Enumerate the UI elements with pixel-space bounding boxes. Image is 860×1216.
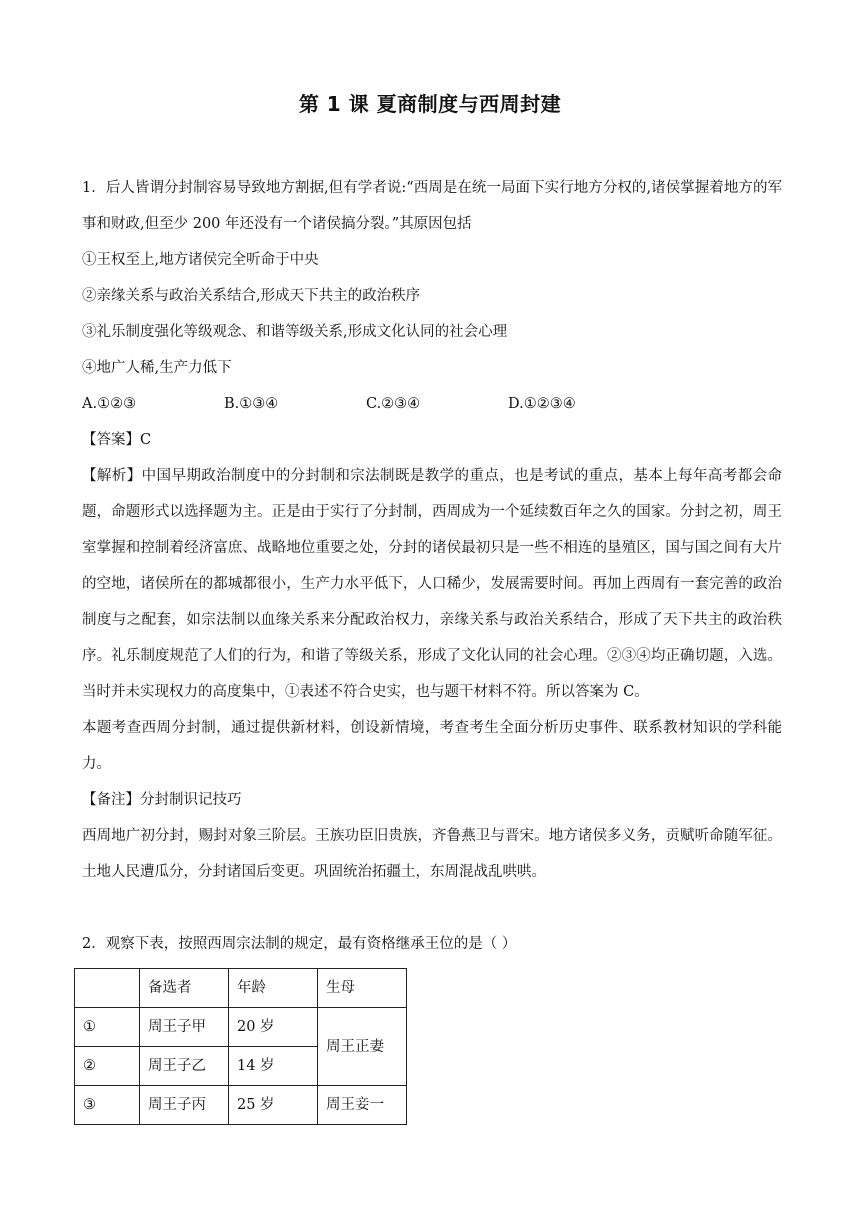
table-cell: 14 岁 [229, 1047, 318, 1086]
table-cell: 周王子丙 [140, 1086, 229, 1125]
note-label: 【备注】 [82, 792, 140, 808]
question-1-item: ②亲缘关系与政治关系结合,形成天下共主的政治秩序 [82, 288, 421, 304]
table-header-row [75, 969, 407, 1008]
table-row [75, 1008, 407, 1047]
question-1-item: ①王权至上,地方诸侯完全听命于中央 [82, 252, 319, 268]
option-d: D.①②③④ [508, 396, 576, 412]
table-header-cell: 备选者 [140, 969, 229, 1008]
table-header-cell: 年龄 [229, 969, 318, 1008]
analysis-label: 【解析】 [82, 468, 142, 484]
summary-paragraph: 本题考查西周分封制，通过提供新材料，创设新情境，考查考生全面分析历史事件、联系教材知识的学科能力。 [82, 720, 782, 772]
document-body [82, 170, 782, 1125]
lesson-title: 第 1 课 夏商制度与西周封建 [298, 92, 562, 116]
table-header-cell: 生母 [318, 969, 407, 1008]
candidates-table [74, 968, 407, 1125]
note-line [82, 782, 782, 818]
answer-value: C [140, 432, 152, 448]
question-1-stem: 1．后人皆谓分封制容易导致地方割据,但有学者说:“西周是在统一局面下实行地方分权的,诸侯掌握着地方的军事和财政,但至少 200 年还没有一个诸侯搞分裂。”其原因包括 [82, 180, 782, 232]
question-1-options [82, 386, 782, 422]
table-row [75, 1086, 407, 1125]
question-1-item: ③礼乐制度强化等级观念、和谐等级关系,形成文化认同的社会心理 [82, 324, 508, 340]
table-cell: 20 岁 [229, 1008, 318, 1047]
table-cell: ② [75, 1047, 140, 1086]
option-c: C.②③④ [366, 396, 421, 412]
table-cell: 周王妾一 [318, 1086, 407, 1125]
table-cell: 周王正妻 [318, 1008, 407, 1086]
analysis-paragraph [82, 458, 782, 710]
option-a: A.①②③ [82, 396, 137, 412]
analysis-text: 中国早期政治制度中的分封制和宗法制既是教学的重点，也是考试的重点，基本上每年高考都会命题，命题形式以选择题为主。正是由于实行了分封制，西周成为一个延续数百年之久的国家。分封之初，周王室掌握和控制着经济富庶、战略地位重要之处，分封的诸侯最初只是一些不相连的垦殖区，国与国之间有大片的空地，诸侯所在的都城都很小，生产力水平低下，人口稀少，发展需要时间。再加上西周有一套完善的政治制度与之配套，如宗法制以血缘关系来分配政治权力，亲缘关系与政治关系结合，形成了天下共主的政治秩序。礼乐制度规范了人们的行为，和谐了等级关系，形成了文化认同的社会心理。②③④均正确切题，入选。当时并未实现权力的高度集中，①表述不符合史实，也与题干材料不符。所以答案为 C。 [82, 468, 782, 700]
question-1-item: ④地广人稀,生产力低下 [82, 360, 232, 376]
table-cell: 周王子乙 [140, 1047, 229, 1086]
table-cell: 25 岁 [229, 1086, 318, 1125]
note-text: 西周地广初分封，赐封对象三阶层。王族功臣旧贵族，齐鲁燕卫与晋宋。地方诸侯多义务，贡赋听命随军征。土地人民遭瓜分，分封诸国后变更。巩固统治拓疆土，东周混战乱哄哄。 [82, 828, 782, 880]
answer-label: 【答案】 [82, 432, 140, 448]
answer-line [82, 422, 782, 458]
table-cell: ③ [75, 1086, 140, 1125]
table-cell: ① [75, 1008, 140, 1047]
table-cell: 周王子甲 [140, 1008, 229, 1047]
option-b: B.①③④ [224, 396, 279, 412]
note-title: 分封制识记技巧 [140, 792, 242, 808]
question-2-stem: 2．观察下表，按照西周宗法制的规定，最有资格继承王位的是（ ） [82, 936, 517, 952]
table-header-cell [75, 969, 140, 1008]
